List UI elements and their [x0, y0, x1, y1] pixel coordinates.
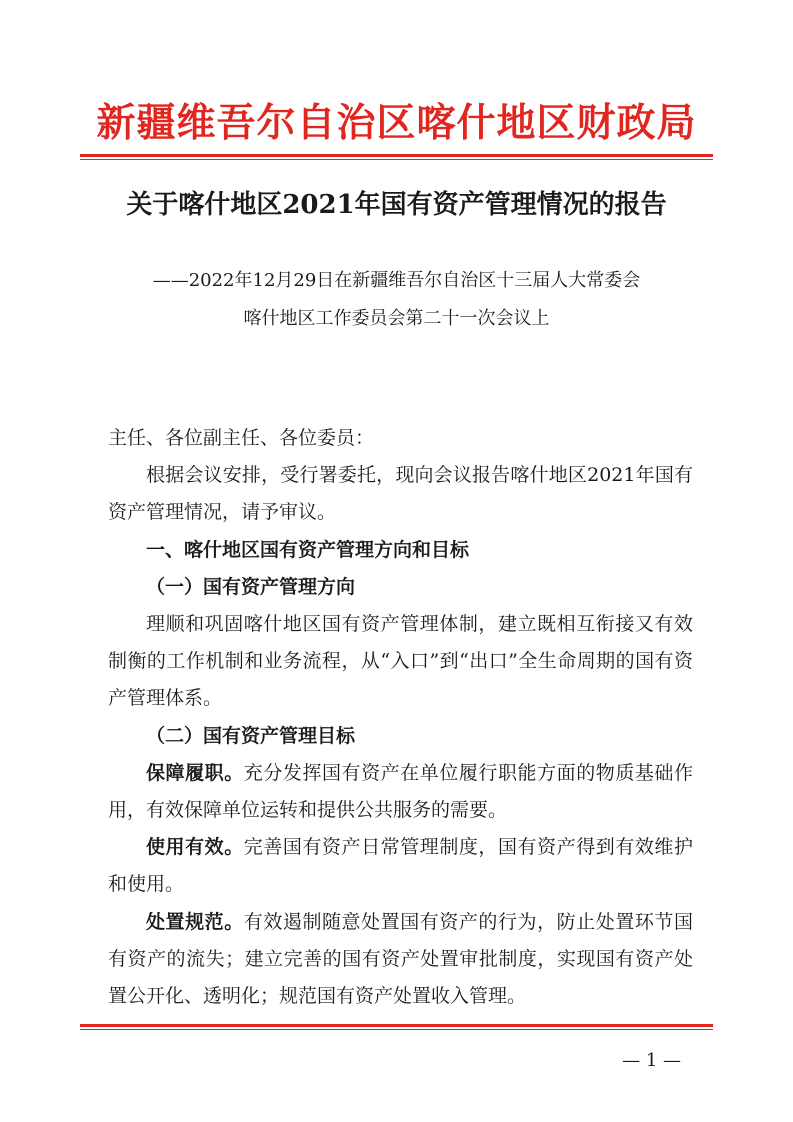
goal-lead: 处置规范。	[146, 910, 244, 933]
document-title: 关于喀什地区2021年国有资产管理情况的报告	[126, 190, 667, 220]
masthead-agency-name: 新疆维吾尔自治区喀什地区财政局	[96, 100, 697, 146]
document-body	[108, 420, 693, 1015]
goal-paragraph	[108, 829, 693, 903]
subsection-heading-1: （一）国有资产管理方向	[146, 575, 356, 598]
goal-lead: 保障履职。	[146, 761, 244, 784]
goal-lead: 使用有效。	[146, 836, 244, 859]
goal-text: 完善国有资产日常管理制度，国有资产得到有效维护和使用。	[108, 836, 693, 896]
intro-paragraph: 根据会议安排，受行署委托，现向会议报告喀什地区2021年国有资产管理情况，请予审议。	[108, 464, 693, 524]
subtitle-line-1: ——2022年12月29日在新疆维吾尔自治区十三届人大常委会	[152, 270, 641, 291]
footer-rule-thick	[80, 1024, 713, 1027]
subsection-heading-2: （二）国有资产管理目标	[146, 724, 356, 747]
goal-text: 有效遏制随意处置国有资产的行为，防止处置环节国有资产的流失；建立完善的国有资产处置审批制度，实现国有资产处置公开化、透明化；规范国有资产处置收入管理。	[108, 910, 693, 1008]
subtitle-line-2: 喀什地区工作委员会第二十一次会议上	[243, 308, 550, 329]
page-number: — 1 —	[622, 1050, 681, 1071]
footer-rule-thin	[80, 1029, 713, 1030]
salutation: 主任、各位副主任、各位委员：	[108, 427, 375, 449]
masthead-rule-thick	[80, 154, 713, 157]
subsection-1-paragraph: 理顺和巩固喀什地区国有资产管理体制，建立既相互衔接又有效制衡的工作机制和业务流程，从“入口”到“出口”全生命周期的国有资产管理体系。	[108, 613, 693, 710]
section-heading-1: 一、喀什地区国有资产管理方向和目标	[146, 538, 470, 561]
goal-text: 充分发挥国有资产在单位履行职能方面的物质基础作用，有效保障单位运转和提供公共服务的需要。	[108, 761, 693, 822]
goal-paragraph	[108, 755, 693, 829]
goal-paragraph	[108, 904, 693, 1016]
masthead-rule-thin	[80, 159, 713, 160]
